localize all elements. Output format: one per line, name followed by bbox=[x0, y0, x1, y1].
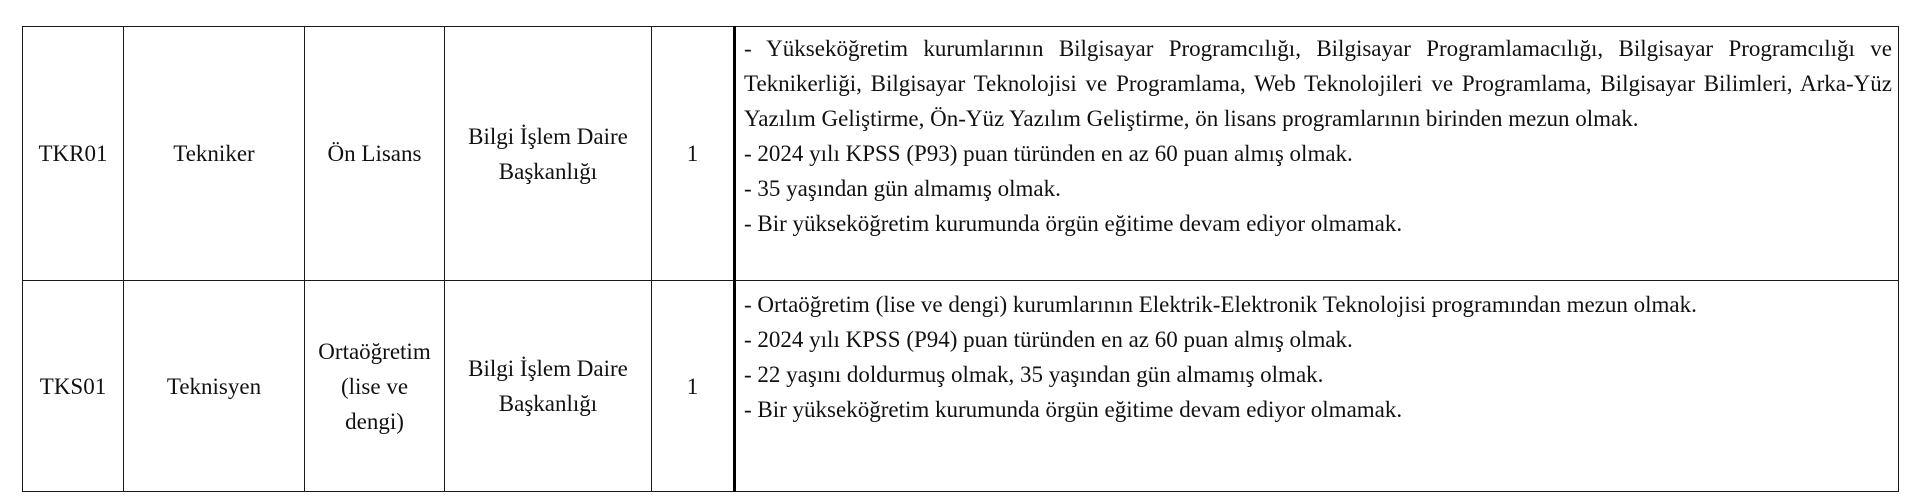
position-title-cell: Tekniker bbox=[124, 27, 305, 281]
education-level-cell: Ortaöğretim (lise ve dengi) bbox=[305, 281, 445, 492]
position-count-cell: 1 bbox=[652, 27, 735, 281]
position-code-cell: TKS01 bbox=[23, 281, 124, 492]
table-row bbox=[23, 27, 1899, 281]
requirement-item: - Bir yükseköğretim kurumunda örgün eğitime devam ediyor olmamak. bbox=[744, 397, 1403, 422]
requirement-item: - 22 yaşını doldurmuş olmak, 35 yaşından gün almamış olmak. bbox=[744, 362, 1324, 387]
requirement-item: - Bir yükseköğretim kurumunda örgün eğitime devam ediyor olmamak. bbox=[744, 211, 1403, 236]
table-row bbox=[23, 281, 1899, 492]
education-level-cell: Ön Lisans bbox=[305, 27, 445, 281]
department-cell: Bilgi İşlem Daire Başkanlığı bbox=[445, 281, 652, 492]
position-title-cell: Teknisyen bbox=[124, 281, 305, 492]
requirement-item: - Yükseköğretim kurumlarının Bilgisayar Programcılığı, Bilgisayar Programlamacılığı, Bilgisayar Programcılığı ve Teknikerliği, Bilgisayar Teknolojisi ve Programlama, Web Teknolojileri ve Programlama, Bilgisayar Bilimleri, Arka-Yüz Yazılım Geliştirme, Ön-Yüz Yazılım Geliştirme, ön lisans programlarının birinden mezun olmak. bbox=[744, 36, 1892, 131]
requirement-item: - Ortaöğretim (lise ve dengi) kurumlarının Elektrik-Elektronik Teknolojisi programından mezun olmak. bbox=[744, 292, 1697, 317]
position-code-cell: TKR01 bbox=[23, 27, 124, 281]
requirement-item: - 35 yaşından gün almamış olmak. bbox=[744, 176, 1061, 201]
department-cell: Bilgi İşlem Daire Başkanlığı bbox=[445, 27, 652, 281]
requirements-cell bbox=[735, 281, 1899, 492]
requirement-item: - 2024 yılı KPSS (P94) puan türünden en az 60 puan almış olmak. bbox=[744, 327, 1353, 352]
position-count-cell: 1 bbox=[652, 281, 735, 492]
positions-table bbox=[22, 26, 1899, 492]
requirements-cell bbox=[735, 27, 1899, 281]
requirement-item: - 2024 yılı KPSS (P93) puan türünden en az 60 puan almış olmak. bbox=[744, 141, 1353, 166]
